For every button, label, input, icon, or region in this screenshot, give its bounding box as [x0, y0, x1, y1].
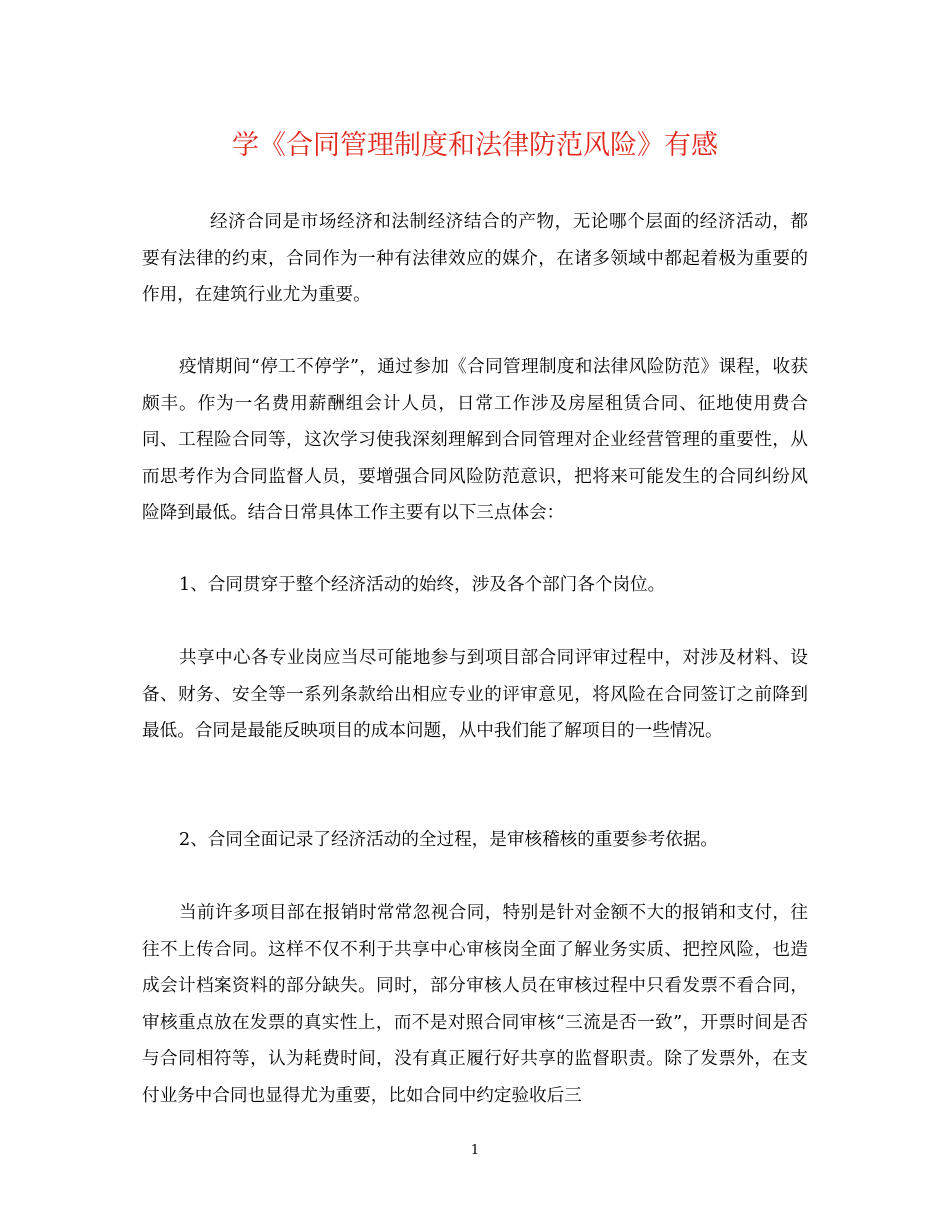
paragraph-intro: 经济合同是市场经济和法制经济结合的产物，无论哪个层面的经济活动，都要有法律的约束，合同作为一种有法律效应的媒介，在诸多领域中都起着极为重要的作用，在建筑行业尤为重要。: [142, 212, 808, 305]
paragraph-point-2: 当前许多项目部在报销时常常忽视合同，特别是针对金额不大的报销和支付，往往不上传合同。这样不仅不利于共享中心审核岗全面了解业务实质、把控风险，也造成会计档案资料的部分缺失。同时，部分审核人员在审核过程中只看发票不看合同，审核重点放在发票的真实性上，而不是对照合同审核“三流是否一致”，开票时间是否与合同相符等，认为耗费时间，没有真正履行好共享的监督职责。除了发票外，在支付业务中合同也显得尤为重要，比如合同中约定验收后三: [142, 903, 808, 1106]
paragraph-point-1: 共享中心各专业岗应当尽可能地参与到项目部合同评审过程中，对涉及材料、设备、财务、安全等一系列条款给出相应专业的评审意见，将风险在合同签订之前降到最低。合同是最能反映项目的成本问题，从中我们能了解项目的一些情况。: [142, 648, 808, 741]
point-heading-2: 2、合同全面记录了经济活动的全过程，是审核稽核的重要参考依据。: [179, 830, 719, 850]
paragraph-experience: 疫情期间“停工不停学”，通过参加《合同管理制度和法律风险防范》课程，收获颇丰。作为一名费用薪酬组会计人员，日常工作涉及房屋租赁合同、征地使用费合同、工程险合同等，这次学习使我深刻理解到合同管理对企业经营管理的重要性，从而思考作为合同监督人员，要增强合同风险防范意识，把将来可能发生的合同纠纷风险降到最低。结合日常具体工作主要有以下三点体会：: [142, 357, 808, 523]
point-heading-1: 1、合同贯穿于整个经济活动的始终，涉及各个部门各个岗位。: [179, 575, 666, 595]
document-title: 学《合同管理制度和法律防范风险》有感: [232, 130, 718, 161]
page-number: 1: [470, 1143, 480, 1158]
